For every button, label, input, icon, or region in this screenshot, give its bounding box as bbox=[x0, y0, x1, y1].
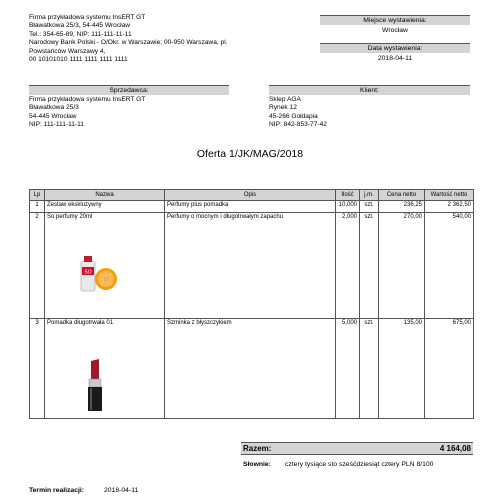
offer-title: Oferta 1/JK/MAG/2018 bbox=[196, 148, 304, 160]
date-label: Data wystawienia: bbox=[320, 43, 470, 53]
delivery-term-label: Termin realizacji: bbox=[29, 487, 85, 494]
cell-lp: 1 bbox=[30, 201, 45, 213]
amount-in-words-label: Słownie: bbox=[243, 461, 271, 468]
amount-in-words-value: cztery tysiące sto sześćdziesiąt cztery PLN 8/100 bbox=[285, 461, 434, 468]
client-line: Rynek 12 bbox=[269, 104, 297, 112]
table-row bbox=[30, 213, 474, 319]
issuer-line: Narodowy Bank Polski - O/Okr. w Warszawie; 00-950 Warszawa, pl. bbox=[29, 39, 228, 47]
place-label: Miejsce wystawienia: bbox=[320, 15, 470, 25]
cell-lp: 2 bbox=[30, 213, 45, 319]
seller-label: Sprzedawca: bbox=[29, 85, 229, 95]
cell-price: 135,00 bbox=[379, 319, 425, 419]
seller-block bbox=[29, 96, 229, 130]
issuer-line: Firma przykładowa systemu InsERT GT bbox=[29, 14, 146, 21]
cell-value: 540,00 bbox=[425, 213, 474, 319]
cell-lp: 3 bbox=[30, 319, 45, 419]
client-line: NIP: 842-853-77-42 bbox=[269, 121, 327, 129]
seller-line: Bławatkowa 25/3 bbox=[29, 104, 79, 112]
cell-desc: Perfumy o mocnym i długotrwałym zapachu bbox=[165, 213, 336, 319]
col-header-value: Wartość netto bbox=[425, 190, 474, 201]
total-bar bbox=[241, 442, 473, 455]
col-header-price: Cena netto bbox=[379, 190, 425, 201]
cell-price: 236,25 bbox=[379, 201, 425, 213]
date-value: 2018-04-11 bbox=[377, 55, 413, 62]
cell-name-text: So perfumy 20ml bbox=[47, 214, 93, 220]
cell-desc: Szminka z błyszczykiem bbox=[165, 319, 336, 419]
client-label: Klient: bbox=[269, 85, 470, 95]
col-header-unit: j.m. bbox=[360, 190, 379, 201]
col-header-name: Nazwa bbox=[45, 190, 165, 201]
issuer-line: Powstańców Warszawy 4, bbox=[29, 47, 106, 55]
total-label: Razem: bbox=[243, 444, 272, 453]
place-value: Wrocław bbox=[382, 27, 408, 34]
svg-text:SO: SO bbox=[84, 269, 92, 276]
cell-name: Zestaw ekskluzywny bbox=[45, 201, 165, 213]
cell-unit: szt. bbox=[360, 319, 379, 419]
cell-name bbox=[45, 319, 165, 419]
cell-qty: 5,000 bbox=[336, 319, 360, 419]
cell-unit: szt. bbox=[360, 213, 379, 319]
client-line: 45-266 Gołdapia bbox=[269, 112, 318, 120]
cell-name-text: Pomadka długotrwała 01 bbox=[47, 320, 114, 326]
issuer-block bbox=[29, 14, 319, 64]
issuer-line: Bławatkowa 25/3, 54-445 Wrocław bbox=[29, 22, 131, 30]
items-table bbox=[29, 189, 474, 419]
seller-line: 54-445 Wrocław bbox=[29, 112, 77, 120]
cell-unit: szt. bbox=[360, 201, 379, 213]
cell-value: 2 362,50 bbox=[425, 201, 474, 213]
cell-qty: 10,000 bbox=[336, 201, 360, 213]
seller-line: NIP: 111-111-11-11 bbox=[29, 121, 84, 129]
client-block bbox=[269, 96, 470, 130]
client-line: Sklep AGA bbox=[269, 96, 301, 103]
issuer-line: Tel.: 354-65-89, NIP: 111-111-11-11 bbox=[29, 30, 132, 38]
issuer-line: 00 10101010 1111 1111 1111 1111 bbox=[29, 56, 128, 64]
table-row bbox=[30, 319, 474, 419]
table-header-row bbox=[30, 190, 474, 201]
perfume-product-image bbox=[75, 253, 121, 295]
total-value: 4 164,08 bbox=[439, 444, 471, 453]
col-header-qty: Ilość bbox=[336, 190, 360, 201]
cell-value: 675,00 bbox=[425, 319, 474, 419]
seller-line: Firma przykładowa systemu InsERT GT bbox=[29, 96, 146, 103]
col-header-lp: Lp bbox=[30, 190, 45, 201]
delivery-term-value: 2018-04-11 bbox=[104, 487, 139, 494]
lipstick-product-image bbox=[81, 357, 111, 413]
table-row bbox=[30, 201, 474, 213]
cell-price: 270,00 bbox=[379, 213, 425, 319]
cell-desc: Perfumy plus pomadka bbox=[165, 201, 336, 213]
cell-name bbox=[45, 213, 165, 319]
col-header-desc: Opis bbox=[165, 190, 336, 201]
cell-qty: 2,000 bbox=[336, 213, 360, 319]
